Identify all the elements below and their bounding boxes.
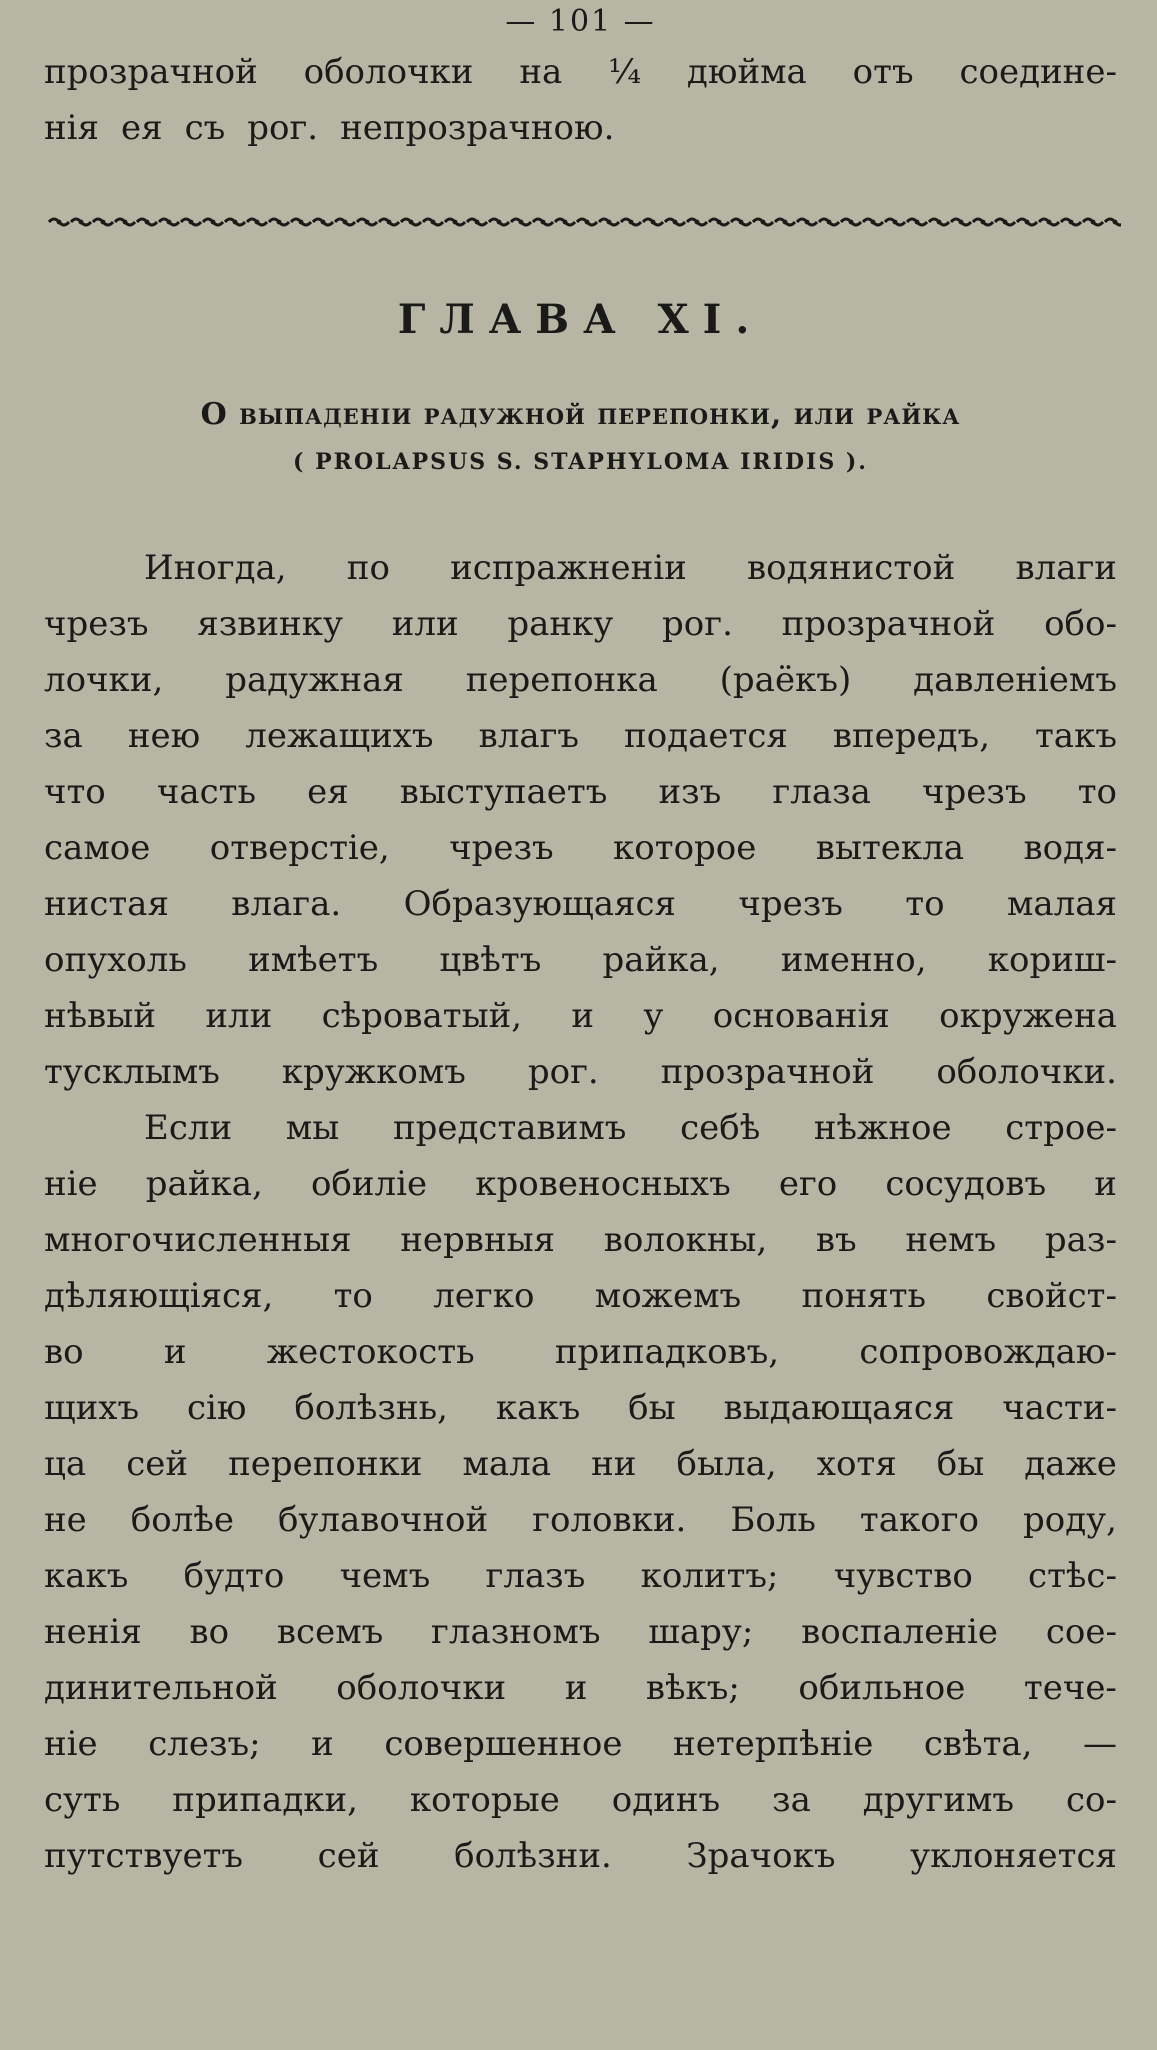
chapter-latin-title: ( PROLAPSUS S. STAPHYLOMA IRIDIS ).	[293, 449, 868, 475]
text-line: ца сей перепонки мала ни была, хотя бы даже	[44, 1444, 1117, 1484]
text-line: самое отверстіе, чрезъ которое вытекла водя-	[44, 828, 1117, 868]
text-line: лочки, радужная перепонка (раёкъ) давленіемъ	[44, 660, 1117, 700]
text-line: путствуетъ сей болѣзни. Зрачокъ уклоняется	[44, 1836, 1117, 1876]
text-line: щихъ сію болѣзнь, какъ бы выдающаяся части-	[44, 1388, 1117, 1428]
text-line: динительной оболочки и вѣкъ; обильное тече-	[44, 1668, 1117, 1708]
text-line: нѣвый или сѣроватый, и у основанія окружена	[44, 996, 1117, 1036]
text-line: не болѣе булавочной головки. Боль такого роду,	[44, 1500, 1117, 1540]
chapter-subtitle: О выпаденіи радужной перепонки, или райка	[200, 397, 961, 432]
text-line: чрезъ язвинку или ранку рог. прозрачной обо-	[44, 604, 1117, 644]
text-line: какъ будто чемъ глазъ колитъ; чувство стѣс-	[44, 1556, 1117, 1596]
chapter-title: ГЛАВА XI.	[397, 296, 764, 343]
text-line: многочисленныя нервныя волокны, въ немъ раз-	[44, 1220, 1117, 1260]
ornamental-divider	[44, 212, 1117, 232]
text-line: ніе слезъ; и совершенное нетерпѣніе свѣта, —	[44, 1724, 1117, 1764]
text-line: прозрачной оболочки на ¼ дюйма отъ соедине-	[44, 52, 1117, 92]
text-line: ніе райка, обиліе кровеносныхъ его сосудовъ и	[44, 1164, 1117, 1204]
text-line: что часть ея выступаетъ изъ глаза чрезъ то	[44, 772, 1117, 812]
text-line: нія ея съ рог. непрозрачною.	[44, 108, 615, 148]
page-number: — 101 —	[505, 4, 656, 39]
chapter-body	[44, 540, 1117, 1884]
text-line: Иногда, по испражненіи водянистой влаги	[144, 548, 1117, 588]
text-line: ненія во всемъ глазномъ шару; воспаленіе сое-	[44, 1612, 1117, 1652]
text-line: опухоль имѣетъ цвѣтъ райка, именно, кориш-	[44, 940, 1117, 980]
top-paragraph	[44, 44, 1117, 156]
text-line: во и жестокость припадковъ, сопровождаю-	[44, 1332, 1117, 1372]
text-line: дѣляющіяся, то легко можемъ понять свойст-	[44, 1276, 1117, 1316]
text-line: тусклымъ кружкомъ рог. прозрачной оболочки.	[44, 1052, 1117, 1092]
ornament-icon	[48, 212, 1121, 232]
text-line: нистая влага. Образующаяся чрезъ то малая	[44, 884, 1117, 924]
text-line: за нею лежащихъ влагъ подается впередъ, такъ	[44, 716, 1117, 756]
text-line: Если мы представимъ себѣ нѣжное строе-	[144, 1108, 1117, 1148]
text-line: суть припадки, которые одинъ за другимъ со-	[44, 1780, 1117, 1820]
